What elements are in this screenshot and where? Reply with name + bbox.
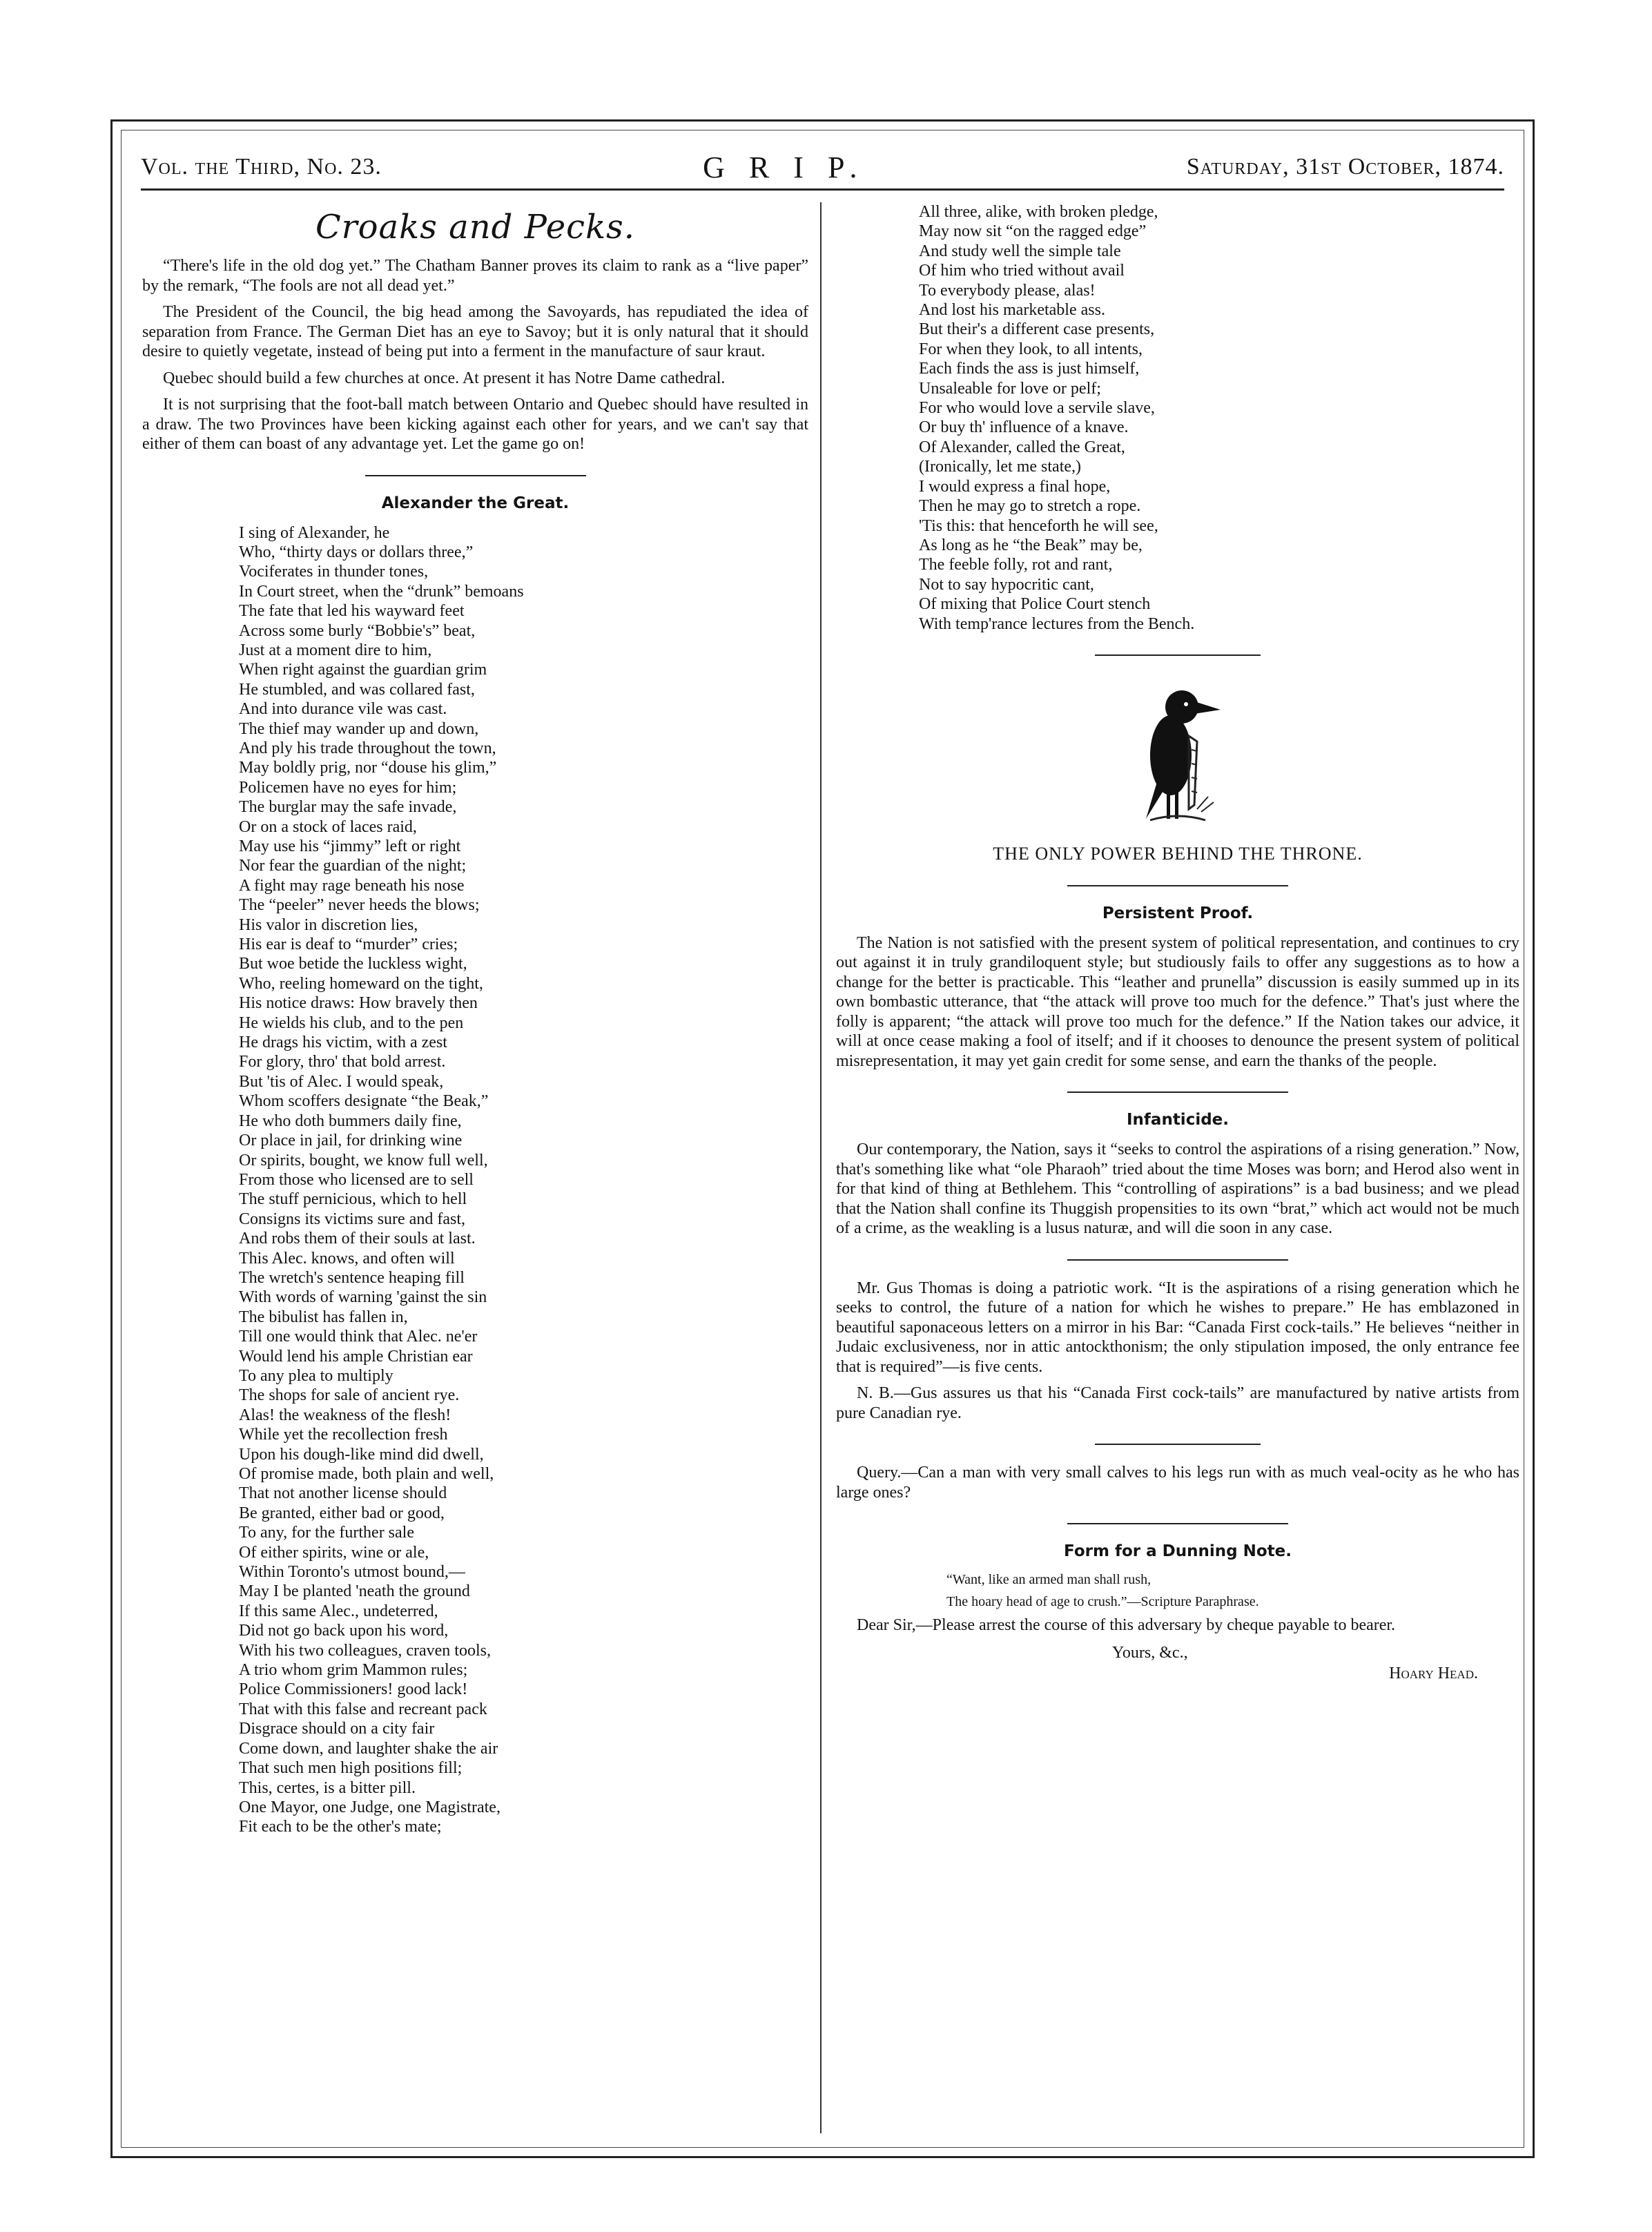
poem-line: Of either spirits, wine or ale, [239,1543,429,1562]
poem-line: The shops for sale of ancient rye. [239,1386,460,1405]
section-divider [365,475,586,476]
poem-line: I would express a final hope, [919,477,1111,496]
volume-number: Vol. the Third, No. 23. [141,154,382,179]
poem-line: He drags his victim, with a zest [239,1033,447,1052]
section-divider [1095,1444,1261,1445]
poem-line: Each finds the ass is just himself, [919,360,1140,378]
poem-line: All three, alike, with broken pledge, [919,203,1158,221]
poem-line: Or place in jail, for drinking wine [239,1132,463,1150]
poem-line: To any, for the further sale [239,1524,414,1542]
section-divider [1095,654,1261,656]
section-divider [1067,1523,1288,1524]
poem-line: One Mayor, one Judge, one Magistrate, [239,1798,501,1816]
poem-line: That such men high positions fill; [239,1759,463,1778]
poem-line: Fit each to be the other's mate; [239,1818,442,1836]
dunning-note-title: Form for a Dunning Note. [1064,1542,1292,1561]
illustration-caption: THE ONLY POWER BEHIND THE THRONE. [993,843,1363,864]
poem-line: To everybody please, alas! [919,281,1096,300]
poem-line: Unsaleable for love or pelf; [919,379,1101,398]
persistent-proof-title: Persistent Proof. [1102,904,1254,922]
poem-line: I sing of Alexander, he [239,523,390,542]
poem-line: When right against the guardian grim [239,661,487,679]
poem-line: May use his “jimmy” left or right [239,837,461,855]
poem-line: For glory, thro' that bold arrest. [239,1053,446,1071]
infanticide-title: Infanticide. [1126,1111,1230,1129]
poem-line: This, certes, is a bitter pill. [239,1778,416,1797]
poem-line: Of him who tried without avail [919,262,1125,280]
poem-line: The bibulist has fallen in, [239,1308,408,1326]
poem-line: Policemen have no eyes for him; [239,778,457,797]
section-divider [1067,1091,1288,1093]
gus-thomas-text: Mr. Gus Thomas is doing a patriotic work. “It is the aspirations of a rising generation which he seeks to control, the future of a nation for which he wishes to prepare.” He has emblazoned in beautiful saponaceous letters on a mirror in his Bar: “Canada First cock-tails.” He believes “neither in Judaic exclusiveness, nor in attic antockthonism; the only stipulation imposed, the only entrance fee that is required”—is five cents. [836,1279,1519,1376]
poem-line: While yet the recollection fresh [239,1426,448,1444]
poem-line: Whom scoffers designate “the Beak,” [239,1092,489,1111]
section-divider [1067,885,1288,886]
poem-line: Come down, and laughter shake the air [239,1739,498,1758]
newspaper-page [110,119,1535,2158]
poem-line: With his two colleagues, craven tools, [239,1641,491,1660]
poem-line: Upon his dough-like mind did dwell, [239,1445,484,1464]
signature: Hoary Head. [1389,1664,1478,1682]
poem-line: The burglar may the safe invade, [239,798,457,817]
poem-line: Alas! the weakness of the flesh! [239,1406,451,1424]
poem-line: May I be planted 'neath the ground [239,1582,470,1601]
signoff [836,1642,1519,1684]
gus-thomas-note: N. B.—Gus assures us that his “Canada First cock-tails” are manufactured by native artists from pure Canadian rye. [836,1384,1519,1422]
issue-date: Saturday, 31st October, 1874. [1186,154,1504,179]
poem-line: Nor fear the guardian of the night; [239,857,467,875]
poem-line: Or buy th' influence of a knave. [919,418,1129,437]
poem-line: But woe betide the luckless wight, [239,955,467,973]
poem-line: That not another license should [239,1484,447,1503]
poem-line: Till one would think that Alec. ne'er [239,1328,478,1346]
croaks-heading: Croaks and Pecks. [315,208,636,246]
poem-line: Within Toronto's utmost bound,— [239,1563,465,1582]
poem-alexander [142,523,808,1837]
column-divider [820,202,822,2133]
poem-line: His notice draws: How bravely then [239,994,478,1013]
poem-line: Then he may go to stretch a rope. [919,497,1141,516]
poem-line: The feeble folly, rot and rant, [919,556,1113,574]
poem-line: May now sit “on the ragged edge” [919,222,1147,241]
poem-line: Police Commissioners! good lack! [239,1680,468,1699]
poem-line: The stuff pernicious, which to hell [239,1190,467,1209]
poem-line: In Court street, when the “drunk” bemoans [239,582,524,601]
poem-title: Alexander the Great. [381,494,570,512]
poem-line: And ply his trade throughout the town, [239,739,496,757]
poem-line: Consigns its victims sure and fast, [239,1210,465,1228]
poem-line: The wretch's sentence heaping fill [239,1268,465,1287]
poem-line: Just at a moment dire to him, [239,641,432,659]
dunning-note-text: Dear Sir,—Please arrest the course of this adversary by cheque payable to bearer. [857,1616,1396,1635]
right-column [836,202,1519,2133]
croaks-paragraph: It is not surprising that the foot-ball match between Ontario and Quebec should have resulted in a draw. The two Provinces have been kicking against each other for years, and we can't say that either of them can boast of any advantage yet. Let the game go on! [142,396,808,453]
poem-line: Who, “thirty days or dollars three,” [239,543,474,561]
poem-line: From those who licensed are to sell [239,1170,474,1189]
poem-line: 'Tis this: that henceforth he will see, [919,516,1158,535]
epigraph-line: “Want, like an armed man shall rush, [946,1572,1151,1588]
poem-line: The “peeler” never heeds the blows; [239,896,480,915]
poem-line: Did not go back upon his word, [239,1622,449,1640]
section-divider [1067,1259,1288,1261]
poem-line: This Alec. knows, and often will [239,1249,455,1268]
poem-line: A fight may rage beneath his nose [239,876,465,895]
poem-line: If this same Alec., undeterred, [239,1602,438,1620]
poem-line: To any plea to multiply [239,1366,393,1385]
poem-line: He stumbled, and was collared fast, [239,680,475,699]
poem-line: Of mixing that Police Court stench [919,595,1151,614]
poem-line: And lost his marketable ass. [919,301,1105,320]
query-text: Query.—Can a man with very small calves to his legs run with as much veal-ocity as he who has large ones? [836,1464,1519,1502]
poem-line: Across some burly “Bobbie's” beat, [239,621,476,640]
croaks-paragraph: The President of the Council, the big head among the Savoyards, has repudiated the idea of separation from France. The German Diet has an eye to Savoy; but it is only natural that it should desire to quietly vegetate, instead of being put into a ferment in the manufacture of saur kraut. [142,303,808,360]
poem-line: Of promise made, both plain and well, [239,1465,494,1483]
croaks-paragraph: “There's life in the old dog yet.” The Chatham Banner proves its claim to rank as a “live paper” by the remark, “The fools are not all dead yet.” [142,257,808,295]
poem-line: And study well the simple tale [919,242,1121,260]
poem-alexander-continued [836,202,1519,634]
poem-line: He wields his club, and to the pen [239,1013,464,1032]
persistent-proof-text: The Nation is not satisfied with the present system of political representation, and continues to cry out against it in truly grandiloquent style; but studiously fails to offer any suggestions as to how a change for the better is practicable. This “leather and prunella” discussion is easily summed up in its own bombastic utterance, that “the attack will prove too much for the defence.” That's just where the folly is apparent; “the attack will prove too much for the defence.” If the Nation takes our advice, it will at once cease making a fool of itself; and if it chooses to denounce the present system of political misrepresentation, it may yet gain credit for some sense, and earn the thanks of the people. [836,933,1519,1070]
poem-line: His ear is deaf to “murder” cries; [239,935,458,954]
poem-line: Of Alexander, called the Great, [919,438,1125,456]
masthead [141,146,1504,191]
epigraph-line: The hoary head of age to crush.”—Scripture Paraphrase. [946,1594,1259,1610]
poem-line: A trio whom grim Mammon rules; [239,1661,468,1680]
crow-illustration [836,674,1519,840]
poem-line: As long as he “the Beak” may be, [919,536,1143,554]
infanticide-text: Our contemporary, the Nation, says it “seeks to control the aspirations of a rising generation.” Now, that's something like what “ole Pharaoh” tried about the time Moses was born; and Herod also went in for that kind of thing at Bethlehem. This “controlling of aspirations” is a bad business; and we plead that the Nation shall confine its Thuggish propensities to its own “brat,” which act would not be much of a crime, as the weakling is a lusus naturæ, and will die soon in any case. [836,1141,1519,1238]
poem-line: With words of warning 'gainst the sin [239,1288,487,1307]
poem-line: Would lend his ample Christian ear [239,1347,473,1366]
poem-line: Or spirits, bought, we know full well, [239,1151,488,1170]
poem-line: For when they look, to all intents, [919,340,1143,358]
poem-line: Be granted, either bad or good, [239,1504,445,1522]
poem-line: And robs them of their souls at last. [239,1230,476,1248]
poem-line: He who doth bummers daily fine, [239,1112,462,1130]
left-column [142,202,808,2133]
poem-line: That with this false and recreant pack [239,1700,487,1718]
croaks-paragraph: Quebec should build a few churches at once. At present it has Notre Dame cathedral. [163,369,726,387]
yours-line: Yours, &c., [1112,1643,1188,1662]
poem-line: May boldly prig, nor “douse his glim,” [239,759,497,777]
crow-icon [1123,674,1233,840]
page-border [121,130,1524,2148]
poem-line: Disgrace should on a city fair [239,1720,435,1738]
poem-line: His valor in discretion lies, [239,915,418,934]
poem-line: With temp'rance lectures from the Bench. [919,614,1195,633]
poem-line: But 'tis of Alec. I would speak, [239,1072,444,1091]
poem-line: The fate that led his wayward feet [239,602,465,621]
poem-line: Or on a stock of laces raid, [239,817,417,836]
poem-line: Not to say hypocritic cant, [919,575,1094,594]
poem-line: And into durance vile was cast. [239,700,447,719]
poem-line: For who would love a servile slave, [919,399,1155,418]
publication-title: G R I P. [703,150,866,184]
poem-line: The thief may wander up and down, [239,719,479,738]
poem-line: Vociferates in thunder tones, [239,563,429,581]
poem-line: (Ironically, let me state,) [919,458,1082,476]
poem-line: Who, reeling homeward on the tight, [239,974,483,993]
poem-line: But their's a different case presents, [919,320,1155,339]
